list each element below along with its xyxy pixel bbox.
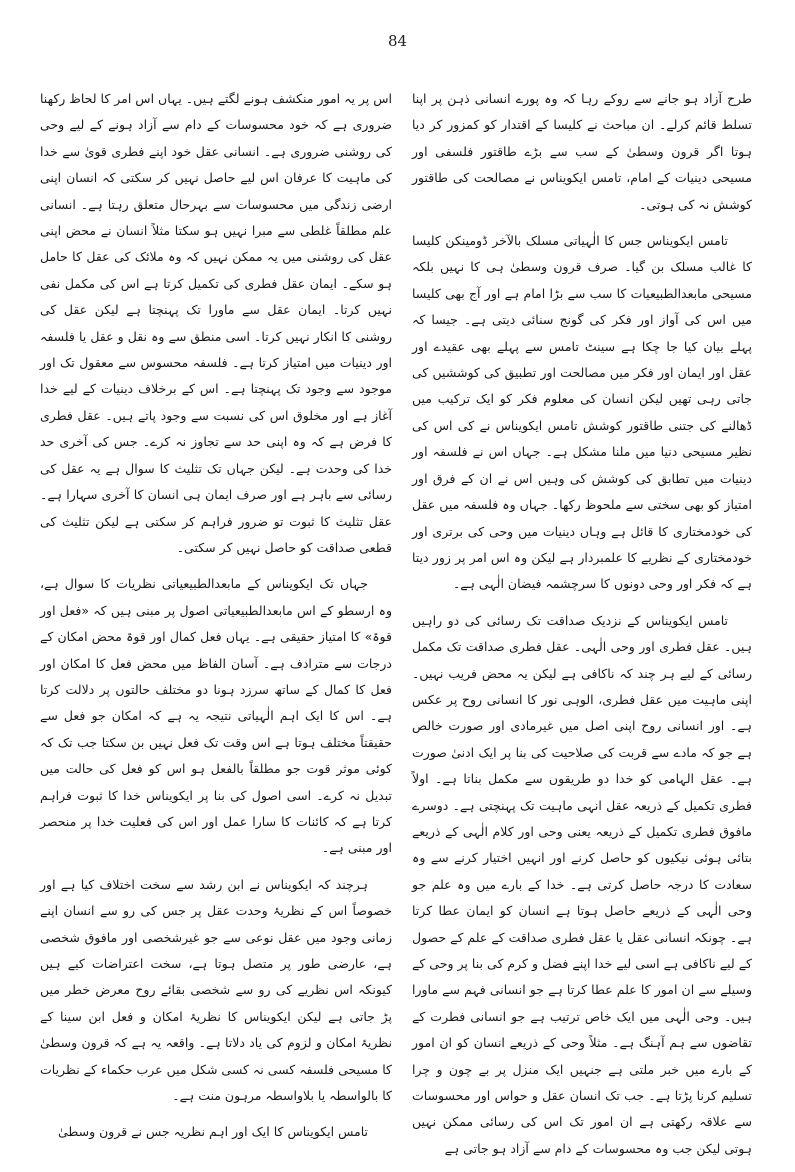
paragraph: تامس ایکویناس کے نزدیک صداقت تک رسائی کی دو راہیں ہیں۔ عقل فطری اور وحی الٰہی۔ عقل فطری صداقت تک مکمل رسائی کے لیے ہر چند کہ ناکافی ہے لیکن یہ محض فریب نہیں۔ اپنی ماہیت میں عقل فطری، الوہی نور کا انسانی روح پر عکس ہے۔ اور انسانی روح اپنی اصل میں غیرمادی اور صورت خالص ہے جو کہ مادے سے قربت کی صلاحیت کی بنا پر ایک ادنیٰ صورت ہے۔ عقل الہامی کو خدا دو طریقوں سے مکمل بناتا ہے۔ اولاً فطری تکمیل کے ذریعہ عقل انہی ماہیت تک پہنچتی ہے۔ دوسرے مافوق فطری تکمیل کے ذریعہ یعنی وحی اور کلام الٰہی کے ذریعے بتائی ہوئی نیکیوں کو حاصل کرنے اور انہیں اختیار کرنے سے وہ سعادت کا درجہ حاصل کرتی ہے۔ خدا کے بارے میں وہ علم جو وحی الٰہی کے ذریعے حاصل ہوتا ہے انسان کو ایمان عطا کرتا ہے۔ چونکہ انسانی عقل یا عقل فطری صداقت کے علم کے حصول کے لیے ناکافی ہے اسی لیے خدا اپنے فضل و کرم کی بنا پر وحی کے وسیلے سے ان امور کا علم عطا کرتا ہے جو انسانی فہم سے ماورا ہیں۔ وحی الٰہی میں ایک خاص ترتیب ہے جو انسانی فطرت کے تقاضوں سے ہم آہنگ ہے۔ مثلاً وحی کے ذریعے انسان کو ان امور کے بارے میں خبر ملتی ہے جنہیں ایک منزل پر بے چون و چرا تسلیم کرنا پڑتا ہے۔ جب تک انسان عقل و حواس اور محسوسات سے علاقہ رکھتی ہے ان امور تک اس کی رسائی ممکن نہیں ہوتی لیکن جب وہ محسوسات کے دام سے آزاد ہو جاتی ہے: [412, 612, 752, 1156]
paragraph: طرح آزاد ہو جانے سے روکے رہا کہ وہ پورے انسانی ذہن پر اپنا تسلط قائم کرلے۔ ان مباحث نے کلیسا کے اقتدار کو کمزور کر دیا ہوتا اگر قرون وسطیٰ کے سب سے بڑے طاقتور فلسفی اور مسیحی دینیات کے امام، تامس ایکویناس نے مصالحت کی طاقتور کوشش نہ کی ہوتی۔: [412, 91, 752, 212]
paragraph: ہرچند کہ ایکویناس نے ابن رشد سے سخت اختلاف کیا ہے اور خصوصاً اس کے نظریۂ وحدت عقل پر جس کی رو سے انسان اپنے زمانی وجود میں عقل نوعی سے جو غیرشخصی اور مافوق شخصی ہے، عارضی طور پر متصل ہوتا ہے، سخت اعتراضات کیے ہیں کیونکہ اس نظریے کی رو سے شخصی بقائے روح معرض خطر میں پڑ جاتی ہے لیکن ایکویناس کا نظریۂ امکان و فعل ابن سینا کے نظریۂ امکان و لزوم کی یاد دلاتا ہے۔ واقعہ یہ ہے کہ قرون وسطیٰ کا مسیحی فلسفہ کسی نہ کسی شکل میں عرب حکماء کے نظریات کا بالواسطہ یا بلاواسطہ مرہون منت ہے۔: [40, 876, 392, 1104]
paragraph: تامس ایکویناس جس کا الٰہیاتی مسلک بالآخر ڈومینکن کلیسا کا غالب مسلک بن گیا۔ صرف قرون وسطیٰ ہی کا نہیں بلکہ مسیحی مابعدالطبیعیات کا سب سے بڑا امام ہے اور آج بھی کلیسا میں اس کی آواز اور فکر کی گونج سنائی دیتی ہے۔ جیسا کہ پہلے بیان کیا جا چکا ہے سینٹ تامس سے پہلے بھی عقیدے اور عقل اور ایمان اور فکر میں مصالحت اور تطبیق کی کوششیں کی جاتی رہی تھیں لیکن انسان کی معلوم فکر کو ایک ترکیب میں ڈھالنے کی جتنی طاقتور کوشش تامس ایکویناس نے کی اس کی نظیر مسیحی دنیا میں ملنا مشکل ہے۔ جہاں اس نے فلسفہ اور دینیات میں تطابق کی کوشش کی وہیں اس نے ان کے فرق اور امتیاز کو بھی سختی سے ملحوظ رکھا۔ جہاں وہ فلسفہ میں عقل کی خودمختاری کا قائل ہے وہاں دینیات میں وحی کی برتری اور خودمختاری کے نظریے کا علمبردار ہے لیکن وہ اس امر پر زور دیتا ہے کہ فکر اور وحی دونوں کا سرچشمہ فیضان الٰہی ہے۔: [412, 233, 752, 592]
right-text-column: [412, 86, 752, 1172]
paragraph: تامس ایکویناس کا ایک اور اہم نظریہ جس نے قرون وسطیٰ: [57, 1124, 368, 1140]
paragraph: اس پر یہ امور منکشف ہونے لگتے ہیں۔ یہاں اس امر کا لحاظ رکھنا ضروری ہے کہ خود محسوسات کے دام سے آزاد ہونے کے لیے وحی کی روشنی ضروری ہے۔ انسانی عقل خود اپنے فطری قویٰ سے خدا کی ماہیت کا عرفان اس لیے حاصل نہیں کر سکتی کہ انسان اپنی ارضی زندگی میں محسوسات سے بہرحال متعلق رہتا ہے۔ انسانی علم مطلقاً غلطی سے مبرا نہیں ہو سکتا مثلاً انسان نے محض اپنی عقل کی روشنی میں یہ ممکن نہیں کہ وہ ملائک کی عقل کا حامل ہو سکے۔ ایمان عقل فطری کی تکمیل کرتا ہے اس کی مکمل نفی نہیں کرتا۔ ایمان عقل سے ماورا تک پہنچتا ہے لیکن عقل کی روشنی کا انکار نہیں کرتا۔ اسی منطق سے وہ نقل و عقل یا فلسفہ اور دینیات میں امتیاز کرتا ہے۔ فلسفہ محسوس سے معقول تک اور موجود سے وجود تک پہنچتا ہے۔ اس کے برخلاف دینیات کے لیے خدا آغاز ہے اور مخلوق اس کی نسبت سے وجود پاتے ہیں۔ عقل فطری کا فرض ہے کہ وہ اپنی حد سے تجاوز نہ کرے۔ جس کی آخری حد خدا کی وحدت ہے۔ لیکن جہاں تک تثلیث کا سوال ہے یہ عقل کی رسائی سے باہر ہے اور صرف ایمان ہی انسان کا آخری سہارا ہے۔ عقل تثلیث کا ثبوت تو ضرور فراہم کر سکتی ہے لیکن تثلیث کی قطعی صداقت کو حاصل نہیں کر سکتی۔: [40, 91, 392, 555]
paragraph: جہاں تک ایکویناس کے مابعدالطبیعیاتی نظریات کا سوال ہے، وہ ارسطو کے اس مابعدالطبیعیاتی اصول پر مبنی ہیں کہ «فعل اور قوۃ» کا امتیاز حقیقی ہے۔ یہاں فعل کمال اور قوۃ محض امکان کے درجات سے مترادف ہے۔ آسان الفاظ میں محض فعل کا امکان اور فعل کا کمال کے ساتھ سرزد ہونا دو مختلف حالتوں پر دلالت کرتا ہے۔ اس کا ایک اہم الٰہیاتی نتیجہ یہ ہے کہ امکان جو فعل سے حقیقتاً مختلف ہوتا ہے اس وقت تک فعل نہیں بن سکتا جب تک کہ کوئی موثر قوت جو مطلقاً بالفعل ہو اس کو فعل کی حالت میں تبدیل نہ کرے۔ اسی اصول کی بنا پر ایکویناس خدا کا ثبوت فراہم کرتا ہے کہ کائنات کا سارا عمل اور اس کی فعلیت خدا پر منحصر اور مبنی ہے۔: [40, 576, 392, 856]
page-number: 84: [387, 32, 408, 50]
left-text-column: [40, 86, 392, 1156]
